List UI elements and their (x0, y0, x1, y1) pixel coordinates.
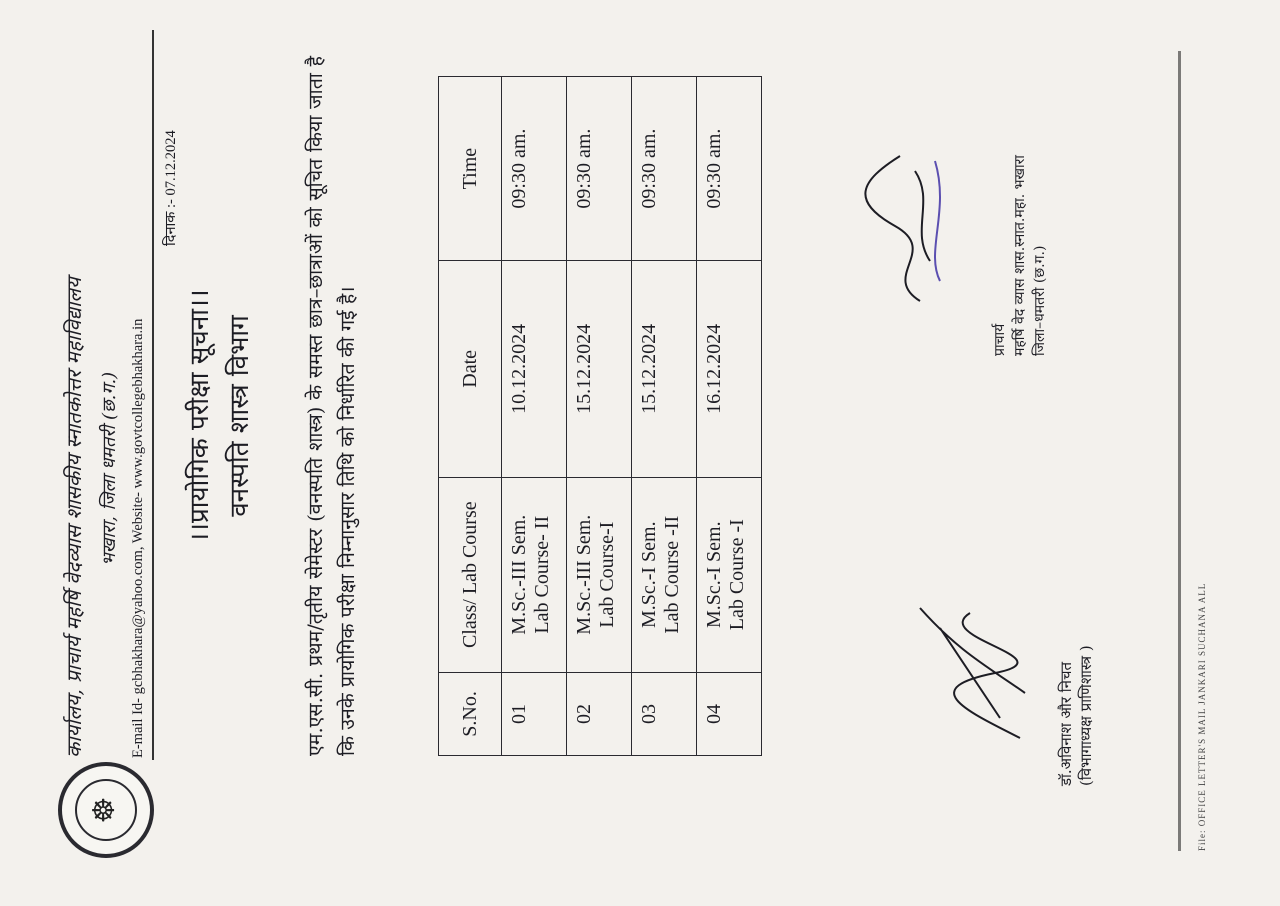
lab-course: Lab Course -I (726, 519, 748, 631)
class-name: M.Sc.-I Sem. (638, 521, 660, 629)
college-location: भखारा, जिला धमतरी (छ.ग.) (99, 371, 120, 566)
hod-signature (900, 598, 1040, 748)
principal-college: महर्षि वेद व्यास शास.स्नात.महा. भखारा (1012, 155, 1028, 356)
lab-course: Lab Course -II (661, 515, 683, 634)
footer-strip-text: File: OFFICE LETTER'S MAIL JANKARI SUCHANA ALL (1197, 582, 1207, 851)
table-header-row (439, 77, 502, 756)
class-name: M.Sc.-III Sem. (573, 514, 595, 635)
header-time: Time (439, 77, 502, 261)
department-name: वनस्पति शास्त्र विभाग (225, 315, 255, 517)
class-name: M.Sc.-III Sem. (508, 514, 530, 635)
notice-title: ।।प्रायोगिक परीक्षा सूचना।। (185, 289, 215, 543)
contact-line: E-mail Id- gcbhakhara@yahoo.com, Website- www.govtcollegebhakhara.in (130, 318, 146, 758)
hod-name-block (1056, 645, 1096, 786)
cell-class (632, 477, 697, 672)
college-seal (58, 762, 154, 858)
header-date: Date (439, 261, 502, 477)
table-row (697, 77, 762, 756)
hod-designation: (विभागाध्यक्ष प्राणिशास्त्र ) (1077, 645, 1095, 786)
cell-time: 09:30 am. (632, 77, 697, 261)
lab-course: Lab Course-I (596, 521, 618, 628)
cell-sno: 04 (697, 672, 762, 755)
principal-name-block (990, 155, 1050, 356)
cell-date: 15.12.2024 (567, 261, 632, 477)
college-name: कार्यालय, प्राचार्य महर्षि वेदव्यास शासकीय स्नातकोत्तर महाविद्यालय (62, 277, 86, 758)
footer-rule (1178, 51, 1181, 851)
cell-time: 09:30 am. (502, 77, 567, 261)
notice-body: एम.एस.सी. प्रथम/तृतीय सेमेस्टर (वनस्पति शास्त्र) के समस्त छात्र–छात्राओं को सूचित किया जाता है कि उनके प्रायोगिक परीक्षा निम्नानुसार तिथि को निर्धारित की गई है। (304, 56, 359, 756)
header-sno: S.No. (439, 672, 502, 755)
class-name: M.Sc.-I Sem. (703, 521, 725, 629)
table-row (502, 77, 567, 756)
cell-sno: 01 (502, 672, 567, 755)
cell-date: 10.12.2024 (502, 261, 567, 477)
table-row (632, 77, 697, 756)
principal-signature (840, 141, 960, 321)
emblem-icon: ☸ (75, 779, 137, 841)
cell-class (567, 477, 632, 672)
cell-class (502, 477, 567, 672)
cell-class (697, 477, 762, 672)
cell-sno: 03 (632, 672, 697, 755)
principal-title: प्राचार्य (992, 323, 1008, 356)
table-row (567, 77, 632, 756)
notice-date: दिनाक :- 07.12.2024 (163, 130, 179, 246)
cell-time: 09:30 am. (567, 77, 632, 261)
lab-course: Lab Course- II (531, 515, 553, 634)
exam-schedule-table (438, 76, 762, 756)
cell-time: 09:30 am. (697, 77, 762, 261)
cell-date: 16.12.2024 (697, 261, 762, 477)
header-rule (152, 30, 154, 760)
cell-date: 15.12.2024 (632, 261, 697, 477)
cell-sno: 02 (567, 672, 632, 755)
hod-name: डॉ.अविनाश और निचत (1057, 661, 1075, 786)
principal-district: जिला–धमतरी (छ.ग.) (1032, 245, 1048, 356)
header-class: Class/ Lab Course (439, 477, 502, 672)
